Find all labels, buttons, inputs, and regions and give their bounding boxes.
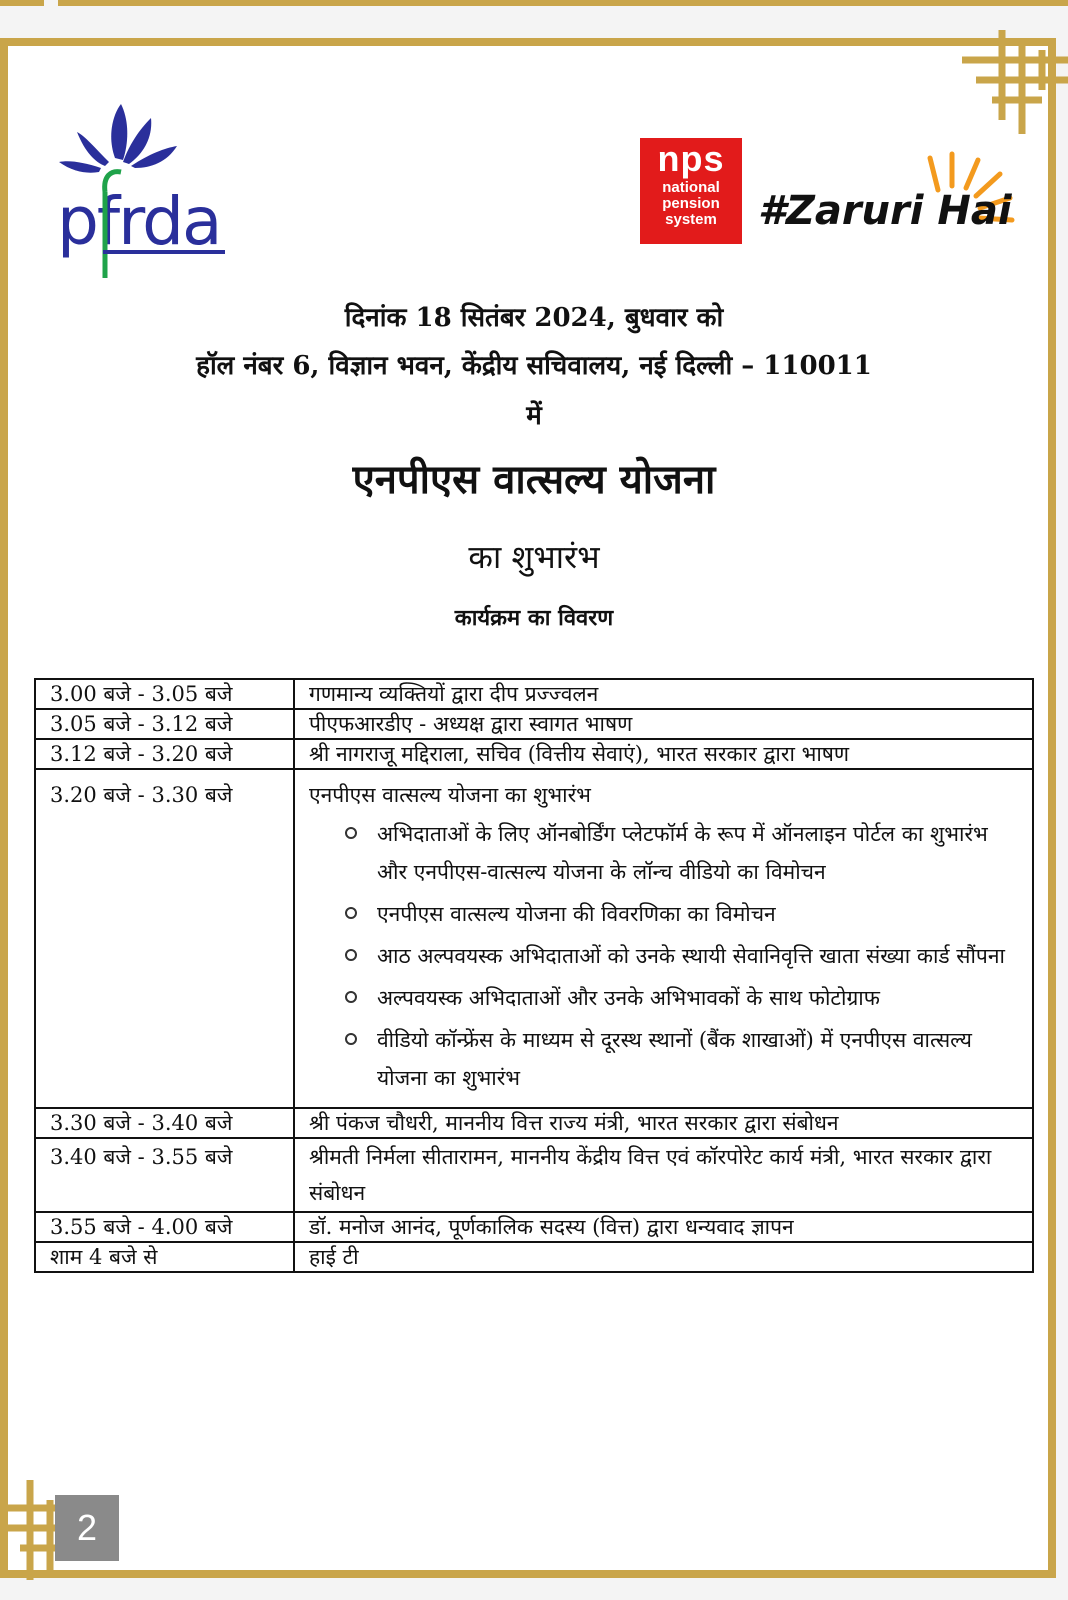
table-row xyxy=(35,1242,1033,1272)
list-item xyxy=(345,1021,1018,1097)
list-item xyxy=(345,979,1018,1017)
time-cell: 3.40 बजे - 3.55 बजे xyxy=(35,1138,294,1212)
top-border-strip xyxy=(0,0,1068,6)
zaruri-hai-logo xyxy=(758,150,1018,250)
table-row xyxy=(35,1138,1033,1212)
description-cell: श्री नागराजू मद्दिराला, सचिव (वित्तीय सेवाएं), भारत सरकार द्वारा भाषण xyxy=(294,739,1033,769)
description-cell: पीएफआरडीए - अध्यक्ष द्वारा स्वागत भाषण xyxy=(294,709,1033,739)
time-cell: 3.55 बजे - 4.00 बजे xyxy=(35,1212,294,1242)
page-number: 2 xyxy=(55,1495,119,1561)
table-row xyxy=(35,739,1033,769)
campaign-tag: #Zaruri Hai xyxy=(758,188,1012,234)
table-row xyxy=(35,1212,1033,1242)
time-cell: शाम 4 बजे से xyxy=(35,1242,294,1272)
nps-line-3: system xyxy=(665,211,717,228)
event-date: दिनांक 18 सितंबर 2024, बुधवार को xyxy=(344,303,724,333)
nps-logo-title: nps xyxy=(657,138,725,179)
table-row xyxy=(35,769,1033,1108)
event-venue: हॉल नंबर 6, विज्ञान भवन, केंद्रीय सचिवालय, नई दिल्ली – 110011 xyxy=(196,351,872,381)
description-cell: श्रीमती निर्मला सीतारामन, माननीय केंद्रीय वित्त एवं कॉरपोरेट कार्य मंत्री, भारत सरकार द्वारा संबोधन xyxy=(294,1138,1033,1212)
list-item-text: आठ अल्पवयस्क अभिदाताओं को उनके स्थायी सेवानिवृत्ति खाता संख्या कार्ड सौंपना xyxy=(377,944,1005,968)
nps-line-1: national xyxy=(662,179,720,196)
time-cell: 3.30 बजे - 3.40 बजे xyxy=(35,1108,294,1138)
description-cell: गणमान्य व्यक्तियों द्वारा दीप प्रज्ज्वलन xyxy=(294,679,1033,709)
list-item-text: अल्पवयस्क अभिदाताओं और उनके अभिभावकों के साथ फोटोग्राफ xyxy=(377,986,880,1010)
launch-item-title: एनपीएस वात्सल्य योजना का शुभारंभ xyxy=(309,783,591,807)
program-heading: कार्यक्रम का विवरण xyxy=(454,605,614,631)
list-item-text: एनपीएस वात्सल्य योजना की विवरणिका का विमोचन xyxy=(377,902,776,926)
list-item xyxy=(345,937,1018,975)
description-cell xyxy=(294,769,1033,1108)
table-row xyxy=(35,709,1033,739)
table-row xyxy=(35,679,1033,709)
corner-ornament-top-right xyxy=(962,30,1068,140)
bullet-circle-icon xyxy=(345,1033,357,1045)
bullet-circle-icon xyxy=(345,991,357,1003)
program-schedule-table xyxy=(34,678,1034,1273)
pfrda-logo-text: pfrda xyxy=(57,183,221,260)
scheme-title: एनपीएस वात्सल्य योजना xyxy=(352,456,716,503)
list-item xyxy=(345,815,1018,891)
time-cell: 3.12 बजे - 3.20 बजे xyxy=(35,739,294,769)
list-item xyxy=(345,895,1018,933)
description-cell: श्री पंकज चौधरी, माननीय वित्त राज्य मंत्री, भारत सरकार द्वारा संबोधन xyxy=(294,1108,1033,1138)
description-cell: डॉ. मनोज आनंद, पूर्णकालिक सदस्य (वित्त) द्वारा धन्यवाद ज्ञापन xyxy=(294,1212,1033,1242)
nps-line-2: pension xyxy=(662,195,720,212)
bullet-circle-icon xyxy=(345,949,357,961)
list-item-text: वीडियो कॉन्फ्रेंस के माध्यम से दूरस्थ स्थानों (बैंक शाखाओं) में एनपीएस वात्सल्य योजना का शुभारंभ xyxy=(377,1028,972,1090)
description-cell: हाई टी xyxy=(294,1242,1033,1272)
launch-subtitle: का शुभारंभ xyxy=(468,538,600,576)
time-cell: 3.05 बजे - 3.12 बजे xyxy=(35,709,294,739)
launch-sub-items xyxy=(309,815,1018,1097)
nps-logo-subtitle xyxy=(640,180,742,228)
time-cell: 3.20 बजे - 3.30 बजे xyxy=(35,769,294,1108)
time-cell: 3.00 बजे - 3.05 बजे xyxy=(35,679,294,709)
bullet-circle-icon xyxy=(345,827,357,839)
bullet-circle-icon xyxy=(345,907,357,919)
pfrda-logo xyxy=(55,96,230,286)
list-item-text: अभिदाताओं के लिए ऑनबोर्डिंग प्लेटफॉर्म के रूप में ऑनलाइन पोर्टल का शुभारंभ और एनपीएस-वात्सल्य योजना के लॉन्च वीडियो का विमोचन xyxy=(377,822,988,884)
event-venue-suffix: में xyxy=(526,401,542,431)
bottom-margin xyxy=(0,1582,1068,1600)
table-row xyxy=(35,1108,1033,1138)
nps-logo xyxy=(640,138,742,244)
